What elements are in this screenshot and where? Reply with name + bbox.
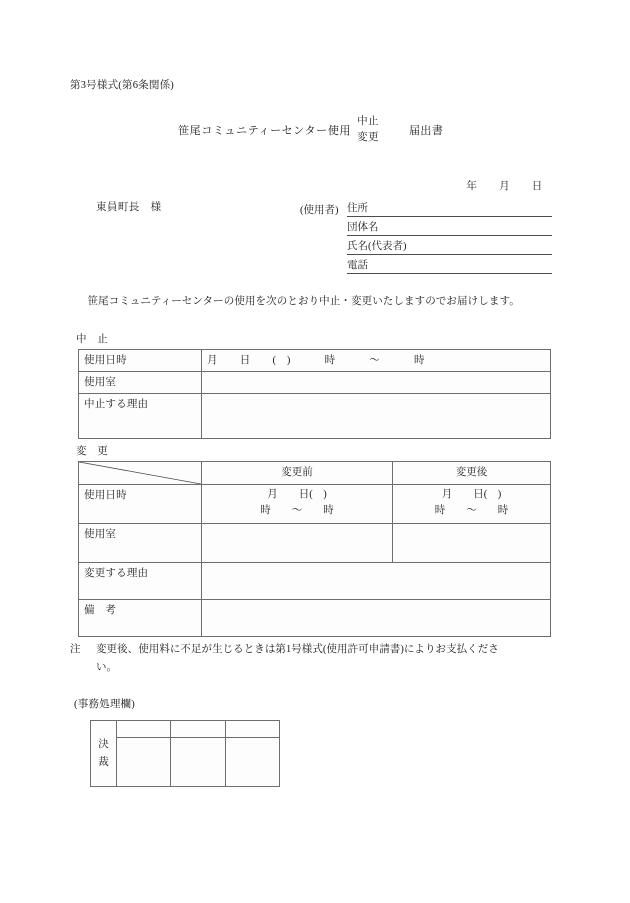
change-before-time-line: 時 ～ 時 <box>260 504 334 516</box>
user-group-input[interactable] <box>379 216 553 236</box>
approval-label-char-1: 決 <box>98 739 109 751</box>
date-year-label: 年 <box>466 181 478 193</box>
addressee: 東員町長 様 <box>96 202 162 213</box>
user-info-row-group <box>300 217 552 236</box>
change-datetime-label: 使用日時 <box>79 485 202 524</box>
change-after-time-line: 時 ～ 時 <box>434 504 509 516</box>
user-address-input[interactable] <box>368 197 552 217</box>
title-option-cancel: 中止 <box>357 116 379 127</box>
approval-cell-r1c1[interactable] <box>117 721 171 738</box>
date-month-label: 月 <box>499 181 510 193</box>
user-info-row-name <box>300 236 552 255</box>
approval-cell-r2c2[interactable] <box>171 738 225 787</box>
document-title <box>178 114 443 147</box>
user-info-row-phone <box>300 255 552 274</box>
user-prefix-label: (使用者) <box>300 205 339 216</box>
cancel-tilde: ～ <box>369 355 380 366</box>
cancel-start-hour-label: 時 <box>324 355 336 366</box>
table-row <box>79 485 551 524</box>
cancel-table <box>78 349 551 439</box>
cancel-weekday-label: ( ) <box>272 355 291 366</box>
approval-cell-r2c3[interactable] <box>225 738 279 787</box>
change-room-before-value[interactable] <box>202 524 393 563</box>
diagonal-line-icon <box>79 462 201 484</box>
change-section-heading: 変 更 <box>76 446 109 457</box>
change-after-date-line: 月 日( ) <box>441 489 502 500</box>
user-phone-input[interactable] <box>368 254 552 274</box>
user-info-row-address <box>300 198 552 217</box>
approval-cell-r1c3[interactable] <box>225 721 279 738</box>
cancel-month-label: 月 <box>207 355 218 366</box>
change-room-label: 使用室 <box>79 524 202 563</box>
cancel-room-value[interactable] <box>202 372 551 394</box>
change-reason-value[interactable] <box>202 563 551 600</box>
title-suffix-text: 届出書 <box>408 125 444 138</box>
diagonal-corner-cell <box>79 462 202 485</box>
date-day-label: 日 <box>531 181 543 193</box>
change-datetime-before-value[interactable] <box>202 485 393 524</box>
change-room-after-value[interactable] <box>393 524 551 563</box>
cancel-reason-label: 中止する理由 <box>79 394 202 439</box>
user-group-label: 団体名 <box>347 219 379 236</box>
change-reason-label: 変更する理由 <box>79 563 202 600</box>
table-row <box>79 372 551 394</box>
approval-label-char-2: 裁 <box>98 756 109 768</box>
cancel-room-label: 使用室 <box>79 372 202 394</box>
change-remarks-value[interactable] <box>202 600 551 637</box>
table-row <box>91 721 280 738</box>
footnote-marker: 注 <box>70 644 81 655</box>
cancel-datetime-value[interactable] <box>202 350 551 372</box>
user-phone-label: 電話 <box>347 257 368 274</box>
body-paragraph: 笹尾コミュニティーセンターの使用を次のとおり中止・変更いたしますのでお届けします。 <box>87 296 520 307</box>
footnote <box>70 641 558 677</box>
cancel-day-label: 日 <box>239 355 251 366</box>
table-row <box>79 600 551 637</box>
title-main-text: 笹尾コミュニティーセンター使用 <box>178 125 352 138</box>
approval-label-cell <box>91 721 117 787</box>
table-row <box>79 350 551 372</box>
table-header-row <box>79 462 551 485</box>
footnote-line-1: 変更後、使用料に不足が生じるときは第1号様式(使用許可申請書)によりお支払くださ <box>96 644 499 655</box>
change-datetime-after-value[interactable] <box>393 485 551 524</box>
footnote-line-2: い。 <box>96 662 118 674</box>
cancel-datetime-label: 使用日時 <box>79 350 202 372</box>
cancel-section-heading: 中 止 <box>76 334 109 345</box>
form-code: 第3号様式(第6条関係) <box>70 80 175 91</box>
change-after-header: 変更後 <box>393 462 551 485</box>
change-remarks-label: 備 考 <box>79 600 202 637</box>
change-before-header: 変更前 <box>202 462 393 485</box>
title-option-stack <box>357 114 379 147</box>
user-name-label: 氏名(代表者) <box>347 238 407 255</box>
table-row <box>79 563 551 600</box>
user-name-input[interactable] <box>407 235 553 255</box>
user-info-block <box>300 198 552 274</box>
table-row <box>91 738 280 787</box>
cancel-reason-value[interactable] <box>202 394 551 439</box>
approval-cell-r2c1[interactable] <box>117 738 171 787</box>
cancel-end-hour-label: 時 <box>414 355 425 366</box>
office-section-heading: (事務処理欄) <box>74 699 135 710</box>
user-address-label: 住所 <box>347 200 368 217</box>
change-before-date-line: 月 日( ) <box>267 489 327 500</box>
change-table <box>78 461 551 637</box>
approval-cell-r1c2[interactable] <box>171 721 225 738</box>
table-row <box>79 524 551 563</box>
title-option-change: 変更 <box>357 132 379 144</box>
table-row <box>79 394 551 439</box>
approval-table <box>90 720 280 787</box>
